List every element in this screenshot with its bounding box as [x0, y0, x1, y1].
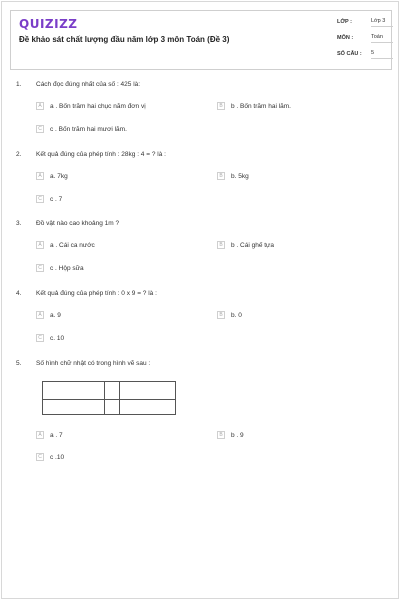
option-text: a. 9	[50, 311, 61, 319]
meta-subject	[337, 34, 383, 41]
q1-option-b[interactable]	[217, 102, 291, 110]
option-letter-box: A	[36, 311, 44, 319]
option-text: b. 0	[231, 311, 242, 319]
option-letter-box: A	[36, 172, 44, 180]
page-title: Đề khảo sát chất lượng đầu năm lớp 3 môn Toán (Đề 3)	[19, 35, 230, 44]
meta-value: Toán	[371, 34, 393, 43]
meta-label: MÔN :	[337, 35, 354, 41]
option-letter-box: C	[36, 264, 44, 272]
q5-option-b[interactable]	[217, 431, 244, 439]
option-letter-box: A	[36, 102, 44, 110]
meta-value: 5	[371, 50, 393, 59]
option-text: b . 9	[231, 431, 244, 439]
question-number: 4.	[16, 290, 22, 297]
q2-option-a[interactable]	[36, 172, 68, 180]
option-text: c. 10	[50, 334, 65, 342]
option-text: a . 7	[50, 431, 63, 439]
meta-label: SỐ CÂU :	[337, 51, 362, 57]
q1-option-a[interactable]	[36, 102, 146, 110]
worksheet-header	[10, 10, 392, 70]
meta-value: Lớp 3	[371, 18, 393, 27]
option-text: c . Bốn trăm hai mươi lăm.	[50, 125, 127, 133]
q5-option-c[interactable]	[36, 453, 64, 461]
figure-vertical-line	[104, 382, 105, 414]
option-letter-box: B	[217, 431, 225, 439]
question-text: Cách đọc đúng nhất của số : 425 là:	[36, 81, 141, 88]
option-letter-box: B	[217, 311, 225, 319]
option-text: a. 7kg	[50, 172, 68, 180]
option-letter-box: C	[36, 195, 44, 203]
option-text: c .10	[50, 453, 65, 461]
option-text: c . 7	[50, 195, 63, 203]
question-number: 2.	[16, 151, 22, 158]
meta-class	[337, 18, 386, 25]
meta-label: LỚP :	[337, 19, 352, 25]
question-text: Kết quả đúng của phép tính : 28kg : 4 = ? là :	[36, 151, 166, 158]
option-text: b . Cái ghế tựa	[231, 241, 275, 249]
option-letter-box: C	[36, 453, 44, 461]
figure-vertical-line	[119, 382, 120, 414]
q1-option-c[interactable]	[36, 125, 127, 133]
q4-option-b[interactable]	[217, 311, 242, 319]
quizizz-logo: QUIZIZZ	[19, 17, 78, 31]
option-text: a . Cái ca nước	[50, 241, 95, 249]
option-letter-box: B	[217, 172, 225, 180]
option-letter-box: B	[217, 102, 225, 110]
question-number: 1.	[16, 81, 22, 88]
q4-option-c[interactable]	[36, 334, 64, 342]
option-letter-box: C	[36, 334, 44, 342]
question-text: Số hình chữ nhật có trong hình vẽ sau :	[36, 360, 151, 367]
question-text: Kết quả đúng của phép tính : 0 x 9 = ? là :	[36, 290, 157, 297]
option-letter-box: A	[36, 241, 44, 249]
q3-option-b[interactable]	[217, 241, 274, 249]
option-letter-box: A	[36, 431, 44, 439]
q2-option-c[interactable]	[36, 195, 62, 203]
question-number: 3.	[16, 220, 22, 227]
option-letter-box: C	[36, 125, 44, 133]
q4-option-a[interactable]	[36, 311, 61, 319]
worksheet-page	[1, 1, 399, 599]
question-text: Đồ vật nào cao khoảng 1m ?	[36, 220, 120, 227]
q2-option-b[interactable]	[217, 172, 249, 180]
figure-horizontal-line	[43, 399, 175, 400]
q5-option-a[interactable]	[36, 431, 63, 439]
option-text: b . Bốn trăm hai lăm.	[231, 102, 291, 110]
rectangle-figure	[42, 381, 176, 415]
option-text: b. 5kg	[231, 172, 249, 180]
option-text: a . Bốn trăm hai chục năm đơn vị	[50, 102, 146, 110]
meta-question-count	[337, 50, 375, 57]
q3-option-c[interactable]	[36, 264, 84, 272]
q3-option-a[interactable]	[36, 241, 95, 249]
question-number: 5.	[16, 360, 22, 367]
option-letter-box: B	[217, 241, 225, 249]
option-text: c . Hộp sữa	[50, 264, 84, 272]
